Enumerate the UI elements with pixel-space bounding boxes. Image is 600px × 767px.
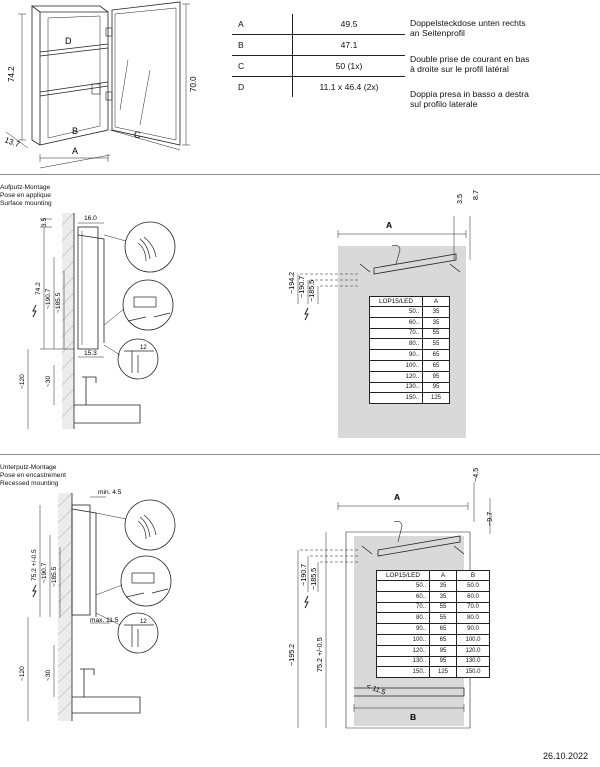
lamp-table-row [370,317,450,328]
lamp-table-row [377,581,490,592]
note-it-line: sul profilo laterale [410,99,478,110]
recessed-dim-outlet: ~30 [45,669,52,681]
surface-detail-dim: 12 [140,345,147,351]
recessed-detail-dim: 12 [140,619,147,625]
spec-row [232,35,405,56]
lamp-table-row [370,328,450,339]
lamp-table-row [377,602,490,613]
recessed-title-line: Unterputz-Montage [0,464,57,471]
recessed-dim-height: 75.2 +/-0.5 [31,549,38,581]
recessed-front-dim-top: ~4.5 [471,467,480,482]
recessed-dim-d1: ~190.7 [41,562,48,583]
surface-front-dim-d3: ~185.5 [307,279,316,302]
lamp-table-cell: 55 [430,602,457,613]
recessed-front-dim-d3: ~195.2 [287,643,296,666]
lamp-table-cell: 70.. [377,602,430,613]
spec-key: B [232,35,293,56]
lamp-table-cell: 120.. [370,371,423,382]
recessed-front-dim-a: A [394,492,401,502]
lamp-table-cell: 100.. [370,360,423,371]
lamp-table-cell: 50.. [370,307,423,318]
lamp-table-cell: 50.0 [457,581,490,592]
lamp-table-row [370,350,450,361]
recessed-dim-min: min. 4.5 [98,489,122,496]
lamp-table-cell: 90.. [370,350,423,361]
lamp-table-row [377,613,490,624]
cabinet-drawing [0,0,200,175]
note-de-line: an Seitenprofil [410,28,465,39]
lamp-table-cell: 35 [430,581,457,592]
lamp-table-cell: 90.0 [457,624,490,635]
note-fr-line: à droite sur le profil latéral [410,64,509,75]
lamp-table-cell: 90.. [377,624,430,635]
surface-title-line: Surface mounting [0,200,52,207]
note-it-line: Doppia presa in basso a destra [410,89,529,99]
cabinet-label-b: B [72,126,79,136]
lamp-table-cell: 120.. [377,645,430,656]
surface-dim-top: 3.5 [41,217,48,227]
lamp-table-cell: 130.0 [457,656,490,667]
spec-value: 11.1 x 46.4 (2x) [319,82,379,92]
lamp-table-cell: 65 [423,350,450,361]
lamp-table-header: B [457,571,490,581]
recessed-dim-max: max. 11.5 [90,617,119,624]
lamp-table-cell: 95 [423,382,450,393]
lamp-table-cell: 100.. [377,634,430,645]
lamp-table-cell: 35 [423,317,450,328]
note-it [410,89,529,110]
document-date: 26.10.2022 [542,751,588,761]
spec-value: 50 (1x) [293,56,406,77]
spec-value: 47.1 [293,35,406,56]
spec-row [232,14,405,35]
surface-dim-height: 74.2 [35,282,42,295]
spec-key: D [232,77,293,98]
lamp-table-cell: 80.. [377,613,430,624]
recessed-title-line: Recessed mounting [0,480,59,487]
recessed-title-line: Pose en encastrement [0,472,66,479]
lamp-table-cell: 55 [430,613,457,624]
surface-front-dim-d2: ~190.7 [297,275,306,298]
lamp-table-cell: 100.0 [457,634,490,645]
lamp-table-cell: 55 [423,328,450,339]
lamp-table-row [370,393,450,404]
recessed-front-dim-d1: ~190.7 [299,563,308,586]
surface-title-line: Pose en applique [0,192,51,199]
recessed-front-dim-d4: 75.2 +/-0.5 [315,637,324,672]
lamp-table-cell: 95 [430,645,457,656]
lamp-table-row [370,382,450,393]
recessed-front-dim-d5: < 11.5 [365,681,387,697]
lamp-table-cell: 70.0 [457,602,490,613]
electric-hazard-icon [305,596,308,608]
lamp-table-cell: 60.. [377,591,430,602]
lamp-table-cell: 55 [423,339,450,350]
recessed-front-dim-b: B [410,712,417,722]
spec-value: 49.5 [293,14,406,35]
lamp-table-cell: 50.. [377,581,430,592]
surface-dim-floor: ~120 [19,374,26,389]
cabinet-dim-open-height: 70.0 [189,76,198,92]
cabinet-label-c: C [134,130,141,140]
cabinet-dim-height: 74.2 [7,66,16,82]
recessed-lamp-table [376,570,490,678]
lamp-table-header: LOP15/LED [370,297,423,307]
lamp-table-cell: 120.0 [457,645,490,656]
electric-hazard-icon [33,305,36,317]
lamp-table-cell: 60.0 [457,591,490,602]
surface-dim-bottom: 15.3 [84,350,97,357]
surface-title-line: Aufputz-Montage [0,184,51,191]
surface-dim-d1: ~190.7 [45,288,52,309]
spec-row [232,56,405,77]
lamp-table-header: LOP15/LED [377,571,430,581]
note-de [410,18,526,39]
lamp-table-row [377,667,490,678]
surface-front-dim-top1: 3.5 [455,194,464,204]
lamp-table-cell: 95 [423,371,450,382]
divider-middle [0,454,600,455]
note-fr-line: Double prise de courant en bas [410,54,530,64]
lamp-table-cell: 125 [430,667,457,678]
lamp-table-row [377,645,490,656]
cabinet-dim-depth: 13.7 [3,135,22,150]
lamp-table-cell: 150.0 [457,667,490,678]
recessed-dim-d2: ~185.5 [51,566,58,587]
lamp-table-cell: 150.. [377,667,430,678]
lamp-table-cell: 65 [430,624,457,635]
lamp-table-cell: 80.. [370,339,423,350]
spec-key: C [232,56,293,77]
spec-key: A [232,14,293,35]
cabinet-label-a: A [72,146,79,156]
spec-row [232,77,405,98]
lamp-table-cell: 65 [430,634,457,645]
cabinet-label-d: D [65,36,72,46]
lamp-table-cell: 70.. [370,328,423,339]
note-fr [410,54,529,75]
divider-top [0,174,600,175]
note-de-line: Doppelsteckdose unten rechts [410,18,526,28]
surface-dim-d2: ~185.5 [55,292,62,313]
recessed-front-dim-side: ~9.7 [485,511,494,526]
electric-hazard-icon [305,308,308,320]
lamp-table-row [370,339,450,350]
lamp-table-cell: 80.0 [457,613,490,624]
surface-side-drawing [0,205,200,445]
surface-lamp-table [369,296,450,404]
recessed-side-drawing [0,485,200,730]
lamp-table-row [370,307,450,318]
lamp-table-cell: 125 [423,393,450,404]
lamp-table-cell: 65 [423,360,450,371]
lamp-table-row [377,634,490,645]
lamp-table-cell: 130.. [377,656,430,667]
surface-front-dim-top2: 8.7 [471,190,480,200]
surface-front-dim-a: A [386,220,393,230]
lamp-table-header: A [430,571,457,581]
lamp-table-row [377,591,490,602]
lamp-table-cell: 150.. [370,393,423,404]
surface-dim-outlet: ~30 [45,375,52,387]
surface-front-dim-d1: ~194.2 [287,271,296,294]
lamp-table-row [370,360,450,371]
lamp-table-cell: 130.. [370,382,423,393]
lamp-table-cell: 95 [430,656,457,667]
recessed-front-dim-d2: ~185.5 [309,567,318,590]
lamp-table-row [377,624,490,635]
lamp-table-header: A [423,297,450,307]
lamp-table-row [377,656,490,667]
recessed-dim-floor: ~120 [19,666,26,681]
spec-table [232,14,405,97]
lamp-table-cell: 35 [423,307,450,318]
lamp-table-row [370,371,450,382]
electric-hazard-icon [33,585,36,597]
lamp-table-cell: 35 [430,591,457,602]
lamp-table-cell: 60.. [370,317,423,328]
surface-dim-depth: 16.0 [84,215,97,222]
